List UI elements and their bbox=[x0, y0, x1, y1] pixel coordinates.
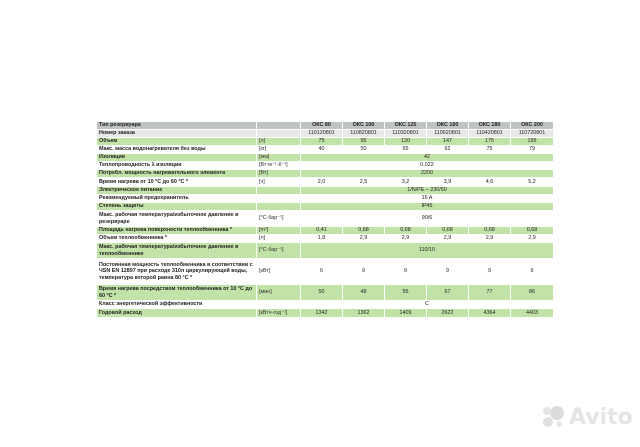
row-unit: [л] bbox=[257, 138, 301, 146]
row-value: 9 bbox=[469, 259, 511, 285]
row-value: 2,9 bbox=[385, 235, 427, 243]
row-value: 75 bbox=[301, 138, 343, 146]
spec-row bbox=[97, 301, 554, 309]
spec-row bbox=[97, 138, 554, 146]
row-value: 9 bbox=[385, 259, 427, 285]
row-merged-value: IP45 bbox=[301, 203, 554, 211]
row-unit: [Вт] bbox=[257, 170, 301, 178]
row-label: Постоянная мощность теплообменника в соответствии с ЧSN EN 12897 при расходе 310л циркулирующей воды, температура которой равна 80 °С * bbox=[97, 259, 257, 285]
row-unit: [л] bbox=[257, 235, 301, 243]
row-unit bbox=[257, 301, 301, 309]
row-value: 0,68 bbox=[385, 227, 427, 235]
spec-row bbox=[97, 178, 554, 187]
spec-row bbox=[97, 130, 554, 138]
model-header: ОКС 100 bbox=[343, 122, 385, 130]
row-value: 195 bbox=[511, 138, 554, 146]
row-value: 55 bbox=[385, 285, 427, 301]
model-header: ОКС 200 bbox=[511, 122, 554, 130]
row-unit: [Вт·м⁻¹·К⁻¹] bbox=[257, 162, 301, 170]
row-value: 1409 bbox=[385, 309, 427, 318]
spec-row bbox=[97, 170, 554, 178]
model-header: ОКС 80 bbox=[301, 122, 343, 130]
row-value: 0,68 bbox=[343, 227, 385, 235]
row-value: 3,2 bbox=[385, 178, 427, 187]
row-merged-value: C bbox=[301, 301, 554, 309]
row-value: 4364 bbox=[469, 309, 511, 318]
row-value: 1,8 bbox=[301, 235, 343, 243]
row-value: 147 bbox=[427, 138, 469, 146]
row-merged-value: 16 A bbox=[301, 195, 554, 203]
row-value: 2,9 bbox=[427, 235, 469, 243]
spec-row bbox=[97, 235, 554, 243]
spec-row bbox=[97, 211, 554, 227]
spec-row bbox=[97, 162, 554, 170]
spec-row bbox=[97, 285, 554, 301]
row-merged-value: 1/N/PE – 230/50 bbox=[301, 187, 554, 195]
row-value: 62 bbox=[427, 146, 469, 154]
model-header: ОКС 125 bbox=[385, 122, 427, 130]
row-merged-value: 2200 bbox=[301, 170, 554, 178]
row-value: 2,9 bbox=[469, 235, 511, 243]
row-value: 77 bbox=[469, 285, 511, 301]
spec-row bbox=[97, 203, 554, 211]
row-value: 4403 bbox=[511, 309, 554, 318]
spec-row bbox=[97, 195, 554, 203]
row-value: 2,9 bbox=[511, 235, 554, 243]
spec-row bbox=[97, 146, 554, 154]
row-value: 50 bbox=[343, 146, 385, 154]
header-unit-cell bbox=[257, 122, 301, 130]
spec-row bbox=[97, 227, 554, 235]
spec-row bbox=[97, 243, 554, 259]
row-value: 0,41 bbox=[301, 227, 343, 235]
row-value: 110420801 bbox=[469, 130, 511, 138]
row-merged-value: 0,022 bbox=[301, 162, 554, 170]
row-value: 6 bbox=[301, 259, 343, 285]
row-value: 110620801 bbox=[427, 130, 469, 138]
row-merged-value: 42 bbox=[301, 154, 554, 162]
row-value: 2,9 bbox=[343, 235, 385, 243]
row-value: 9 bbox=[427, 259, 469, 285]
row-label: Макс. рабочая температура/избыточное давление в резервуаре bbox=[97, 211, 257, 227]
row-value: 0,68 bbox=[427, 227, 469, 235]
row-value: 50 bbox=[301, 285, 343, 301]
row-label: Потребл. мощность нагревательного элемента bbox=[97, 170, 257, 178]
row-unit: [мин] bbox=[257, 285, 301, 301]
row-merged-value: 90/6 bbox=[301, 211, 554, 227]
row-value: 0,68 bbox=[511, 227, 554, 235]
row-value: 1362 bbox=[343, 309, 385, 318]
row-value: 3,9 bbox=[427, 178, 469, 187]
row-unit bbox=[257, 195, 301, 203]
row-value: 110720801 bbox=[511, 130, 554, 138]
spec-row bbox=[97, 187, 554, 195]
row-merged-value: 110/10 bbox=[301, 243, 554, 259]
row-label: Время нагрева посредством теплообменника от 10 °С до 60 °С * bbox=[97, 285, 257, 301]
row-value: 110120801 bbox=[301, 130, 343, 138]
row-label: Время нагрева от 10 °С до 60 °С * bbox=[97, 178, 257, 187]
row-value: 110320801 bbox=[385, 130, 427, 138]
row-value: 1342 bbox=[301, 309, 343, 318]
row-value: 67 bbox=[427, 285, 469, 301]
row-value: 40 bbox=[301, 146, 343, 154]
header-row bbox=[97, 122, 554, 130]
row-value: 175 bbox=[469, 138, 511, 146]
row-value: 2622 bbox=[427, 309, 469, 318]
row-value: 79 bbox=[511, 146, 554, 154]
row-label: Макс. рабочая температура/избыточное давление в теплообменнике bbox=[97, 243, 257, 259]
row-unit: [мм] bbox=[257, 154, 301, 162]
row-unit: [°С-бар⁻¹] bbox=[257, 243, 301, 259]
row-label: Объем bbox=[97, 138, 257, 146]
row-value: 4,6 bbox=[469, 178, 511, 187]
row-unit: [°С-бар⁻¹] bbox=[257, 211, 301, 227]
spec-table bbox=[96, 121, 554, 318]
row-value: 9 bbox=[511, 259, 554, 285]
row-value: 2,0 bbox=[301, 178, 343, 187]
avito-logo-icon bbox=[540, 404, 566, 430]
row-unit bbox=[257, 130, 301, 138]
spec-row bbox=[97, 259, 554, 285]
row-unit: [m²] bbox=[257, 227, 301, 235]
avito-watermark bbox=[540, 404, 633, 430]
row-value: 95 bbox=[343, 138, 385, 146]
row-value: 120 bbox=[385, 138, 427, 146]
row-label: Годовой расход bbox=[97, 309, 257, 318]
row-label: Объем теплообменника * bbox=[97, 235, 257, 243]
header-label: Тип резервуара bbox=[97, 122, 257, 130]
row-label: Площадь нагрева поверхности теплообменника * bbox=[97, 227, 257, 235]
row-label: Электрическое питание bbox=[97, 187, 257, 195]
spec-row bbox=[97, 154, 554, 162]
row-label: Изоляция bbox=[97, 154, 257, 162]
row-value: 9 bbox=[343, 259, 385, 285]
row-value: 48 bbox=[343, 285, 385, 301]
row-value: 110820801 bbox=[343, 130, 385, 138]
row-label: Класс энергетической эффективности bbox=[97, 301, 257, 309]
row-label: Макс. масса водонагревателя без воды bbox=[97, 146, 257, 154]
row-unit: [кВт] bbox=[257, 259, 301, 285]
row-unit: [кг] bbox=[257, 146, 301, 154]
row-value: 55 bbox=[385, 146, 427, 154]
row-value: 75 bbox=[469, 146, 511, 154]
row-unit: [кВтч·год⁻¹] bbox=[257, 309, 301, 318]
row-value: 5,2 bbox=[511, 178, 554, 187]
row-value: 86 bbox=[511, 285, 554, 301]
row-label: Теплопроводность λ изоляции bbox=[97, 162, 257, 170]
spec-row bbox=[97, 309, 554, 318]
model-header: ОКС 160 bbox=[427, 122, 469, 130]
row-label: Рекомендуемый предохранитель bbox=[97, 195, 257, 203]
avito-wordmark: Avito bbox=[569, 404, 633, 430]
row-value: 0,68 bbox=[469, 227, 511, 235]
row-value: 2,5 bbox=[343, 178, 385, 187]
row-label: Степень защиты bbox=[97, 203, 257, 211]
row-unit bbox=[257, 203, 301, 211]
row-unit bbox=[257, 187, 301, 195]
model-header: ОКС 180 bbox=[469, 122, 511, 130]
row-label: Номер заказа bbox=[97, 130, 257, 138]
row-unit: [ч] bbox=[257, 178, 301, 187]
